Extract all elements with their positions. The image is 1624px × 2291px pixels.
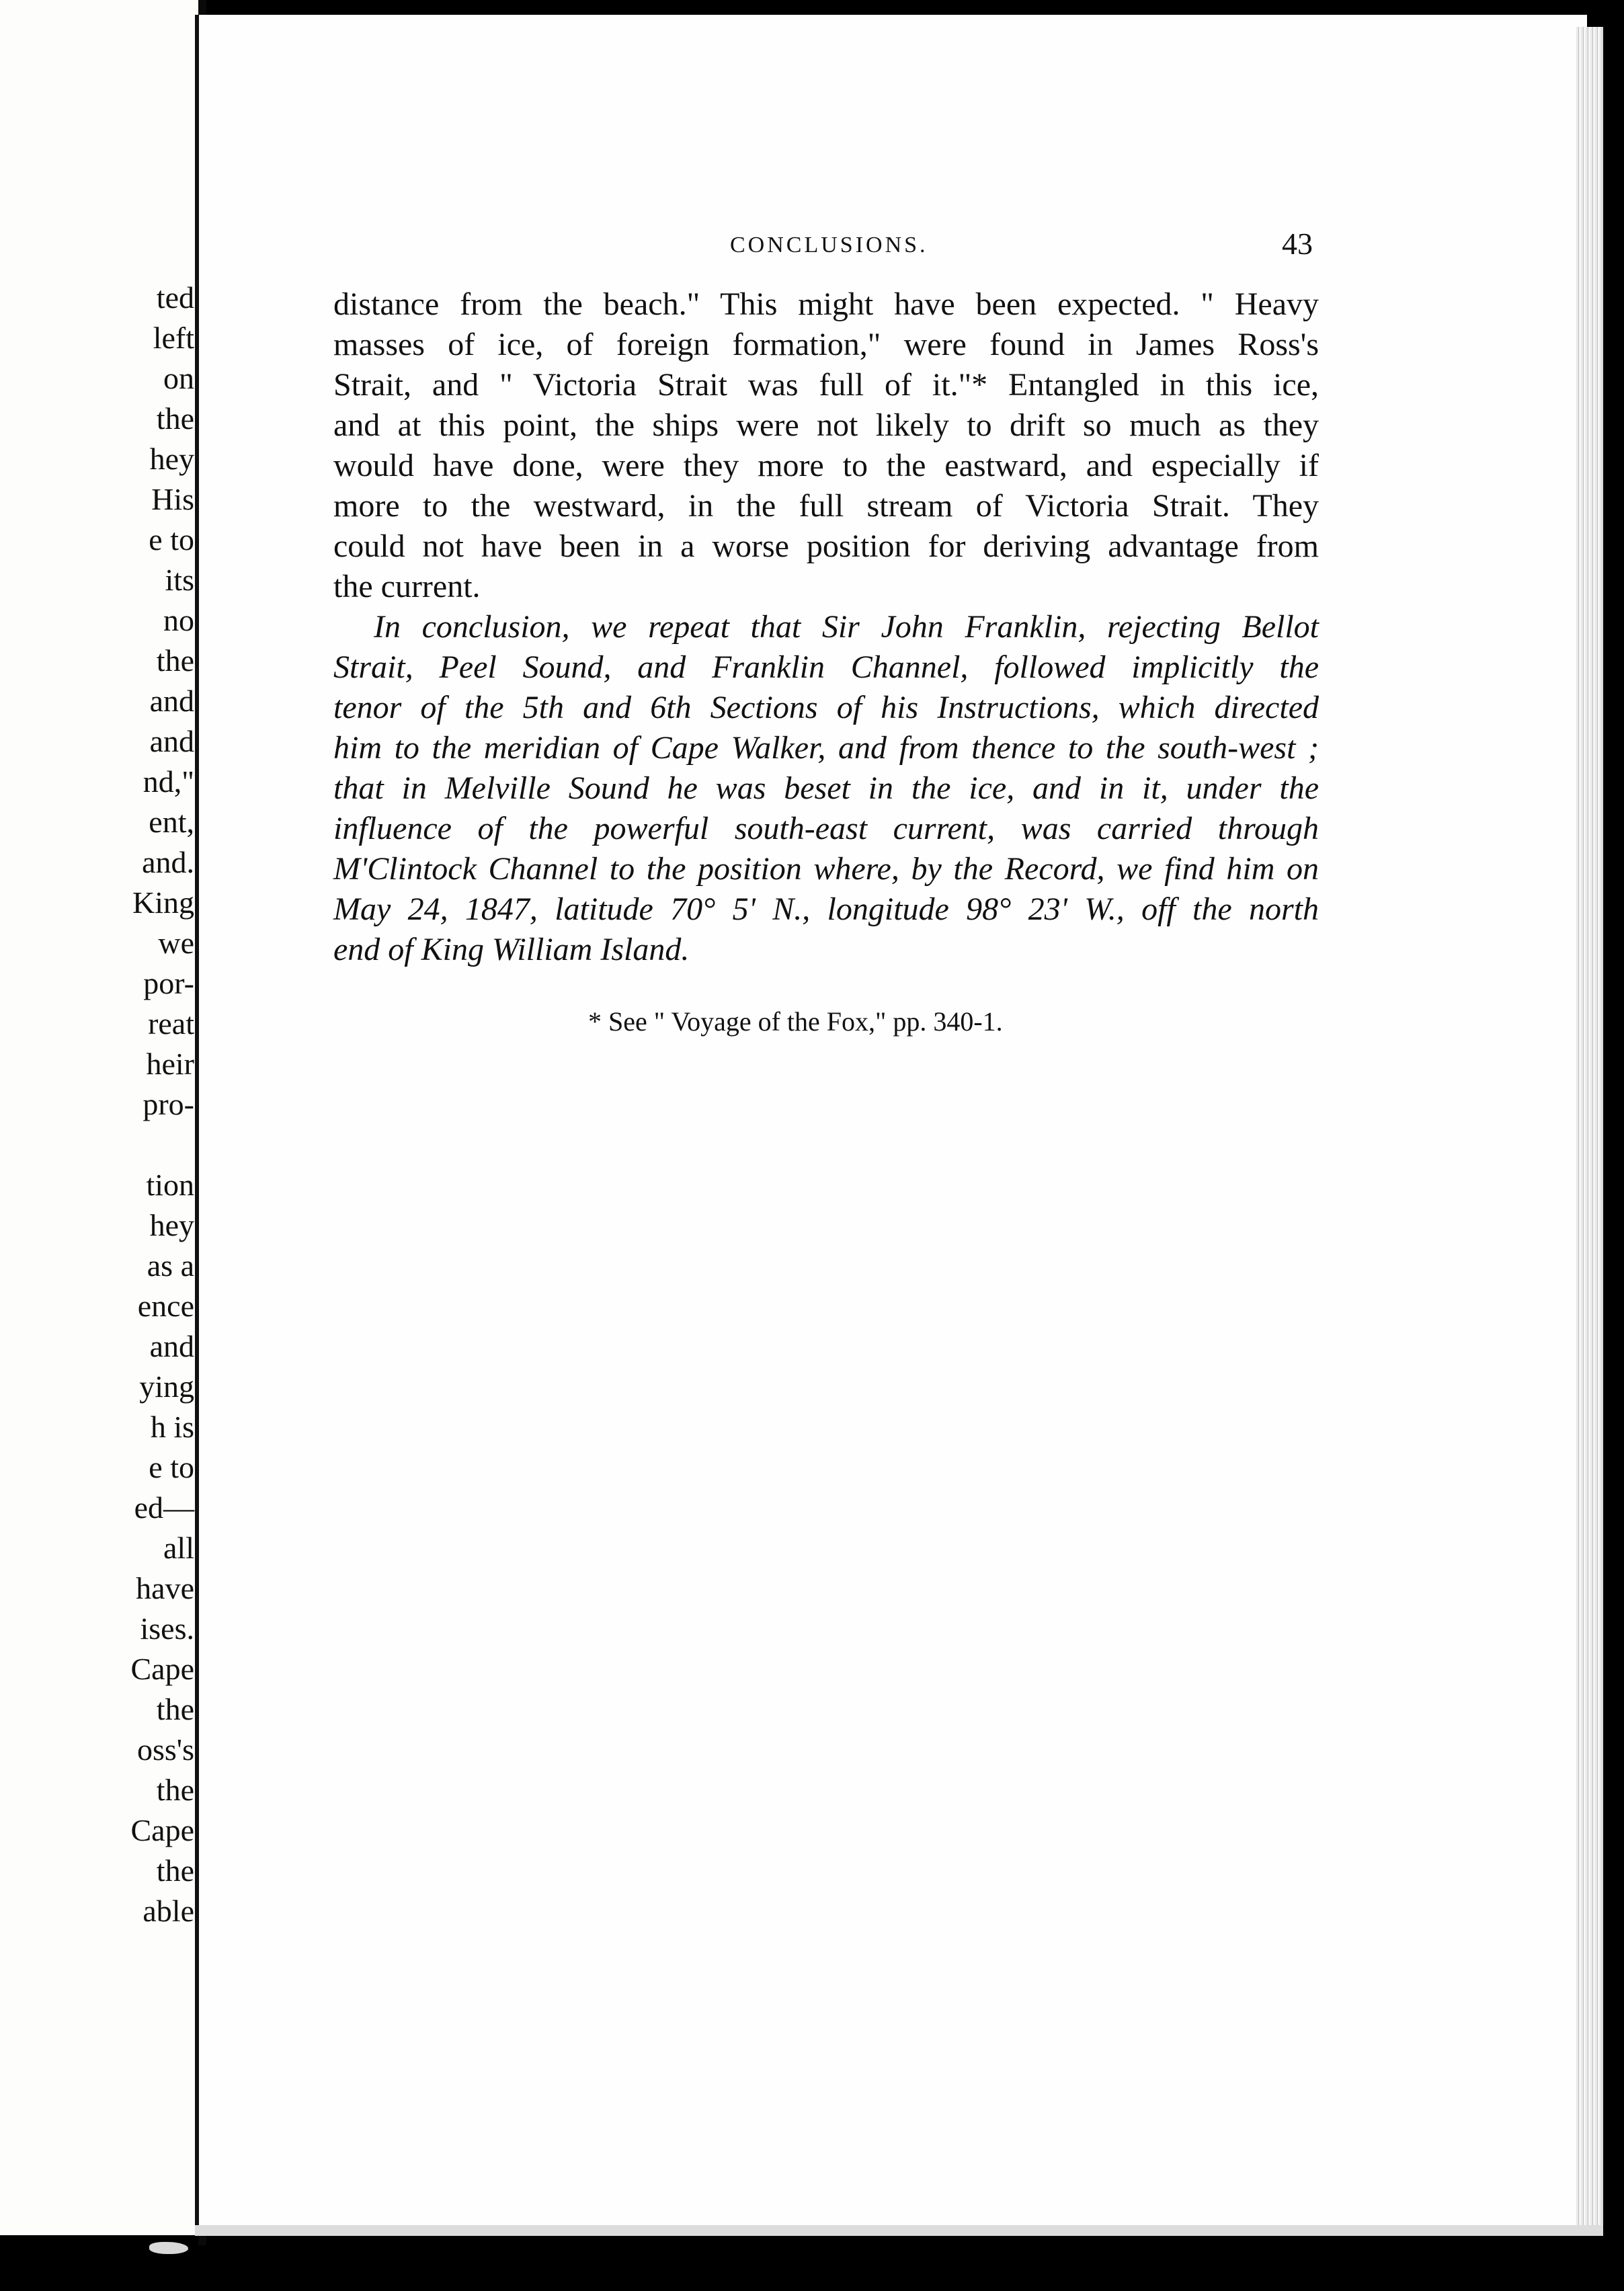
text-line: him to the meridian of Cape Walker, and from thence to the south-west ; <box>333 730 1319 766</box>
facing-page-text-fragment: no <box>163 603 194 637</box>
text-line: that in Melville Sound he was beset in the ice, and in it, under the <box>333 770 1319 806</box>
facing-page-text-fragment: and <box>149 1329 194 1363</box>
facing-page-text-fragment: and <box>149 684 194 718</box>
facing-page-text-fragment: His <box>151 482 194 516</box>
facing-page-text-fragment: its <box>165 563 194 597</box>
paragraph-2-conclusion <box>333 607 1319 970</box>
facing-page-text-fragment: on <box>163 361 194 395</box>
text-line: and at this point, the ships were not likely to drift so much as they <box>333 407 1319 443</box>
facing-page-text-fragment: h is <box>150 1410 194 1444</box>
facing-page-text-fragment: ence <box>137 1289 194 1323</box>
facing-page-text-fragment: ying <box>139 1369 194 1404</box>
text-line: M'Clintock Channel to the position where, by the Record, we find him on <box>333 851 1319 887</box>
facing-page-text-fragment: ent, <box>149 805 194 839</box>
footnote: * See " Voyage of the Fox," pp. 340-1. <box>588 1006 1003 1037</box>
facing-page-text-fragment: and. <box>142 845 194 879</box>
facing-page-text-fragment: we <box>158 926 194 960</box>
facing-page-text-fragment: pro- <box>143 1087 194 1121</box>
text-line: Strait, and " Victoria Strait was full of it."* Entangled in this ice, <box>333 367 1319 403</box>
text-line: Strait, Peel Sound, and Franklin Channel, followed implicitly the <box>333 649 1319 685</box>
text-line: tenor of the 5th and 6th Sections of his Instructions, which directed <box>333 690 1319 725</box>
facing-page-text-fragment: reat <box>148 1006 194 1041</box>
running-head: CONCLUSIONS. <box>730 233 928 257</box>
facing-page-fragment <box>0 0 198 2235</box>
facing-page-text-fragment: ises. <box>140 1611 194 1646</box>
page-edges <box>1576 27 1603 2225</box>
facing-page-text-fragment: Cape <box>130 1652 194 1686</box>
facing-page-text-fragment: ed— <box>134 1490 194 1525</box>
scan-smudge <box>149 2242 188 2254</box>
page-bottom-edge <box>195 2225 1603 2236</box>
facing-page-text-fragment: the <box>156 1853 194 1888</box>
facing-page-text-fragment: hey <box>149 1208 194 1242</box>
facing-page-text-fragment: the <box>156 643 194 678</box>
facing-page-text-fragment: the <box>156 401 194 436</box>
facing-page-text-fragment: left <box>153 321 194 355</box>
text-line: would have done, were they more to the eastward, and especially if <box>333 448 1319 483</box>
facing-page-text-fragment: the <box>156 1773 194 1807</box>
facing-page-text-fragment: heir <box>146 1047 194 1081</box>
facing-page-text-fragment: have <box>136 1571 194 1605</box>
facing-page-text-fragment: able <box>143 1894 194 1928</box>
facing-page-text-fragment: Cape <box>130 1813 194 1847</box>
text-line: influence of the powerful south-east current, was carried through <box>333 811 1319 846</box>
facing-page-text-fragment: nd," <box>143 764 194 799</box>
facing-page-text-fragment: oss's <box>137 1732 194 1767</box>
text-line: In conclusion, we repeat that Sir John Franklin, rejecting Bellot <box>374 609 1319 645</box>
facing-page-text-fragment: tion <box>146 1168 194 1202</box>
text-line: end of King William Island. <box>333 932 690 967</box>
facing-page-text-fragment: e to <box>149 1450 194 1484</box>
paragraph-1 <box>333 284 1319 607</box>
text-line: could not have been in a worse position for deriving advantage from <box>333 528 1319 564</box>
facing-page-text-fragment: King <box>132 885 194 920</box>
facing-page-text-fragment: e to <box>149 522 194 557</box>
text-line: May 24, 1847, latitude 70° 5' N., longitude 98° 23' W., off the north <box>333 891 1319 927</box>
text-line: more to the westward, in the full stream of Victoria Strait. They <box>333 488 1319 524</box>
text-line: masses of ice, of foreign formation," were found in James Ross's <box>333 327 1319 362</box>
facing-page-text-fragment: all <box>163 1531 194 1565</box>
text-line: distance from the beach." This might have been expected. " Heavy <box>333 286 1319 322</box>
facing-page-text-fragment: as a <box>147 1248 194 1283</box>
text-line: the current. <box>333 569 481 604</box>
facing-page-text-fragment: ted <box>156 280 194 315</box>
facing-page-text-fragment: the <box>156 1692 194 1726</box>
page-number: 43 <box>1282 227 1313 261</box>
facing-page-text-fragment: hey <box>149 442 194 476</box>
facing-page-text-fragment: por- <box>143 966 194 1000</box>
body-text <box>333 284 1319 970</box>
facing-page-text-fragment: and <box>149 724 194 758</box>
